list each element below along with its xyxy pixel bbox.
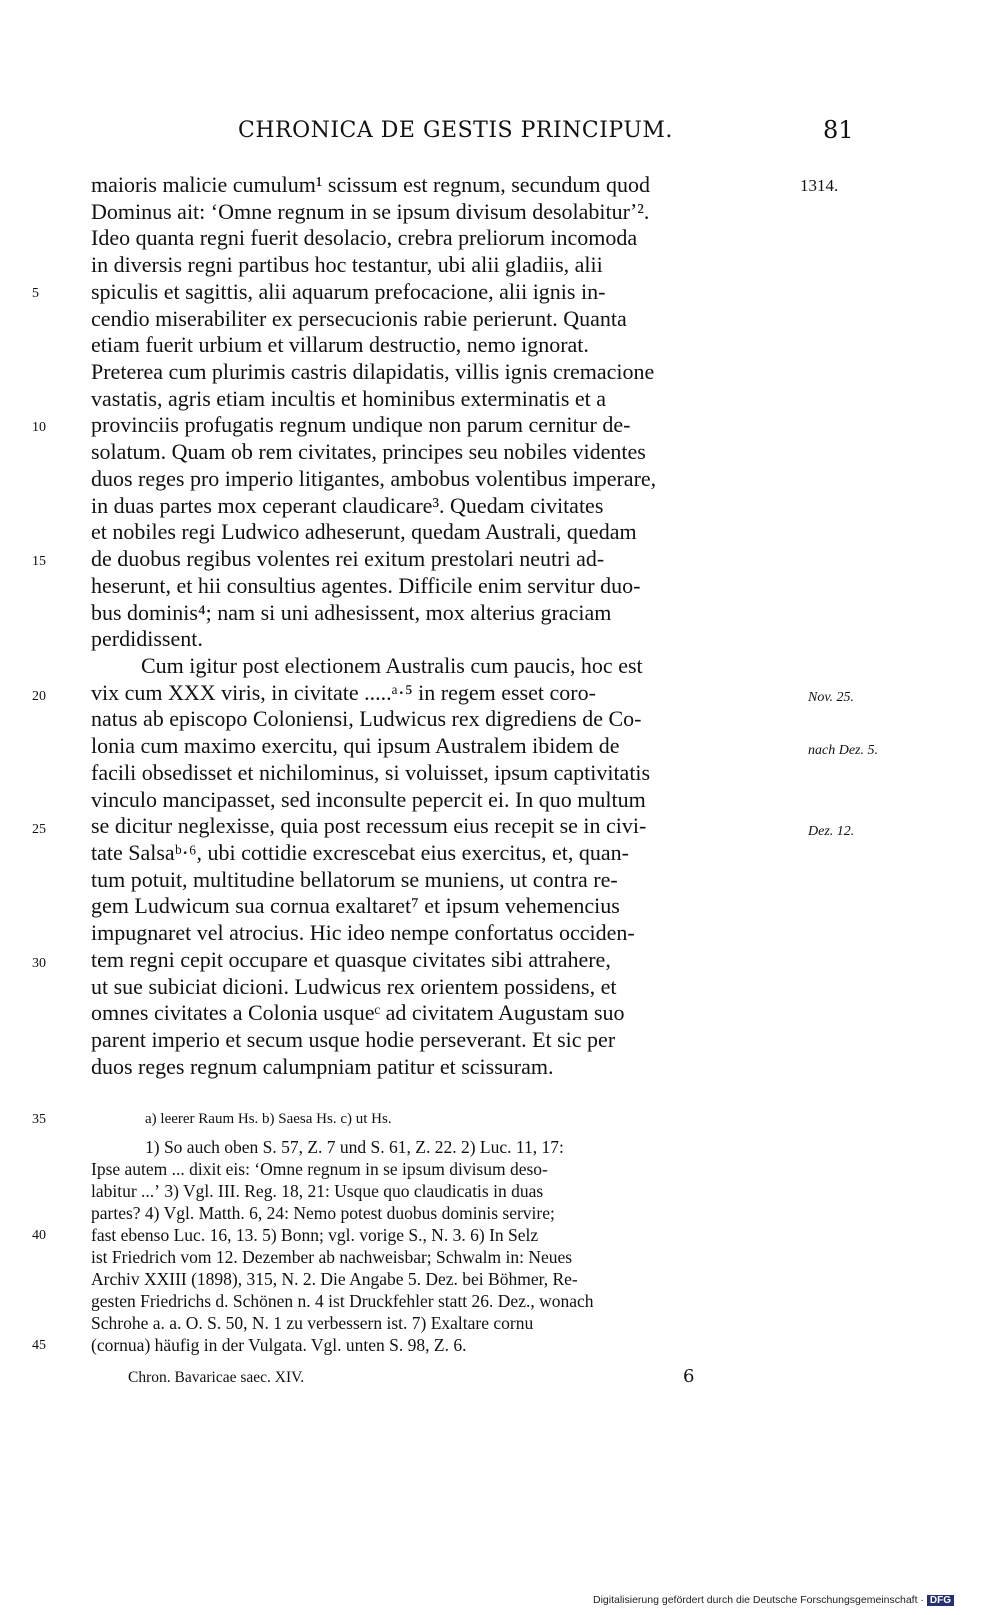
text-line: lonia cum maximo exercitu, qui ipsum Australem ibidem de bbox=[91, 733, 620, 759]
line-number: 30 bbox=[32, 956, 46, 971]
text-line: Ideo quanta regni fuerit desolacio, crebra preliorum incomoda bbox=[91, 225, 638, 251]
sheet-number: 6 bbox=[683, 1366, 695, 1387]
footnote-line: (cornua) häufig in der Vulgata. Vgl. unten S. 98, Z. 6. bbox=[91, 1335, 467, 1355]
line-number: 10 bbox=[32, 420, 46, 435]
text-line: vinculo mancipasset, sed inconsulte pepercit ei. In quo multum bbox=[91, 786, 646, 812]
line-number: 40 bbox=[32, 1228, 46, 1243]
critical-apparatus: a) leerer Raum Hs. b) Saesa Hs. c) ut Hs. bbox=[145, 1111, 392, 1127]
footnotes bbox=[91, 1136, 791, 1356]
text-line: se dicitur neglexisse, quia post recessum eius recepit se in civi- bbox=[91, 813, 647, 839]
margin-date: Dez. 12. bbox=[808, 824, 855, 839]
text-line: provinciis profugatis regnum undique non parum cernitur de- bbox=[91, 412, 631, 438]
text-line: gem Ludwicum sua cornua exaltaret⁷ et ipsum vehemencius bbox=[91, 893, 620, 919]
text-line: natus ab episcopo Coloniensi, Ludwicus rex digrediens de Co- bbox=[91, 706, 642, 732]
text-line: ut sue subiciat dicioni. Ludwicus rex orientem possidens, et bbox=[91, 973, 617, 999]
text-line: in duas partes mox ceperant claudicare³. Quedam civitates bbox=[91, 492, 604, 518]
text-line: parent imperio et secum usque hodie perseverant. Et sic per bbox=[91, 1027, 616, 1052]
text-line: facili obsedisset et nichilominus, si voluisset, ipsum captivitatis bbox=[91, 759, 651, 785]
dfg-logo: DFG bbox=[927, 1595, 954, 1606]
footnote-line: Ipse autem ... dixit eis: ʻOmne regnum in se ipsum divisum deso- bbox=[91, 1159, 548, 1179]
text-line: impugnaret vel atrocius. Hic ideo nempe confortatus occiden- bbox=[91, 920, 635, 946]
running-header-title: CHRONICA DE GESTIS PRINCIPUM. bbox=[238, 118, 673, 143]
line-number: 45 bbox=[32, 1338, 46, 1353]
margin-date: nach Dez. 5. bbox=[808, 743, 878, 758]
line-number: 5 bbox=[32, 286, 39, 301]
text-line: tate Salsaᵇ·⁶, ubi cottidie excrescebat eius exercitus, et, quan- bbox=[91, 839, 629, 865]
text-line: spiculis et sagittis, alii aquarum prefocacione, alii ignis in- bbox=[91, 278, 606, 304]
text-line: tem regni cepit occupare et quasque civitates sibi attrahere, bbox=[91, 946, 611, 972]
text-line: et nobiles regi Ludwico adheserunt, quedam Australi, quedam bbox=[91, 519, 637, 545]
margin-year: 1314. bbox=[800, 176, 839, 195]
text-line: heserunt, et hii consultius agentes. Difficile enim servitur duo- bbox=[91, 572, 641, 598]
signature-mark: Chron. Bavaricae saec. XIV. bbox=[128, 1369, 305, 1386]
footnote-line: Schrohe a. a. O. S. 50, N. 1 zu verbessern ist. 7) Exaltare cornu bbox=[91, 1313, 534, 1333]
digitization-text: Digitalisierung gefördert durch die Deutsche Forschungsgemeinschaft · bbox=[593, 1594, 924, 1606]
text-line: vastatis, agris etiam incultis et hominibus exterminatis et a bbox=[91, 385, 607, 411]
text-line: vix cum XXX viris, in civitate .....ᵃ·⁵ in regem esset coro- bbox=[91, 679, 596, 705]
text-line: Cum igitur post electionem Australis cum paucis, hoc est bbox=[141, 652, 643, 678]
footnote-line: partes? 4) Vgl. Matth. 6, 24: Nemo potest duobus dominis servire; bbox=[91, 1203, 555, 1223]
footnote-line: fast ebenso Luc. 16, 13. 5) Bonn; vgl. vorige S., N. 3. 6) In Selz bbox=[91, 1225, 539, 1245]
digitization-credit bbox=[593, 1594, 954, 1606]
text-line: omnes civitates a Colonia usqueᶜ ad civitatem Augustam suo bbox=[91, 1000, 625, 1026]
text-line: cendio miserabiliter ex persecucionis rabie perierunt. Quanta bbox=[91, 305, 627, 331]
main-text bbox=[91, 172, 813, 1080]
text-line: in diversis regni partibus hoc testantur, ubi alii gladiis, alii bbox=[91, 252, 603, 278]
text-line: tum potuit, multitudine bellatorum se muniens, ut contra re- bbox=[91, 866, 618, 892]
margin-date: Nov. 25. bbox=[808, 690, 855, 705]
footnote-line: ist Friedrich vom 12. Dezember ab nachweisbar; Schwalm in: Neues bbox=[91, 1247, 573, 1267]
text-line: de duobus regibus volentes rei exitum prestolari neutri ad- bbox=[91, 546, 605, 572]
line-number: 15 bbox=[32, 554, 46, 569]
footnote-line: labitur ...ʼ 3) Vgl. III. Reg. 18, 21: Usque quo claudicatis in duas bbox=[91, 1181, 544, 1201]
text-line: bus dominis⁴; nam si uni adhesissent, mox alterius graciam bbox=[91, 599, 612, 625]
text-line: duos reges pro imperio litigantes, ambobus volentibus imperare, bbox=[91, 465, 657, 491]
line-number: 35 bbox=[32, 1112, 46, 1127]
text-line: Dominus ait: ʻOmne regnum in se ipsum divisum desolabiturʼ². bbox=[91, 198, 650, 224]
text-line: maioris malicie cumulum¹ scissum est regnum, secundum quod bbox=[91, 172, 650, 197]
footnote-line: 1) So auch oben S. 57, Z. 7 und S. 61, Z. 22. 2) Luc. 11, 17: bbox=[145, 1137, 564, 1157]
text-line: Preterea cum plurimis castris dilapidatis, villis ignis cremacione bbox=[91, 359, 655, 385]
text-line: solatum. Quam ob rem civitates, principes seu nobiles videntes bbox=[91, 439, 646, 465]
footnote-line: Archiv XXIII (1898), 315, N. 2. Die Angabe 5. Dez. bei Böhmer, Re- bbox=[91, 1269, 578, 1289]
footnote-line: gesten Friedrichs d. Schönen n. 4 ist Druckfehler statt 26. Dez., wonach bbox=[91, 1291, 594, 1311]
line-number: 25 bbox=[32, 822, 46, 837]
text-line: etiam fuerit urbium et villarum destructio, nemo ignorat. bbox=[91, 332, 589, 358]
page-number: 81 bbox=[823, 116, 854, 144]
text-line: duos reges regnum calumpniam patitur et scissuram. bbox=[91, 1053, 554, 1079]
line-number: 20 bbox=[32, 689, 46, 704]
text-line: perdidissent. bbox=[91, 626, 203, 652]
